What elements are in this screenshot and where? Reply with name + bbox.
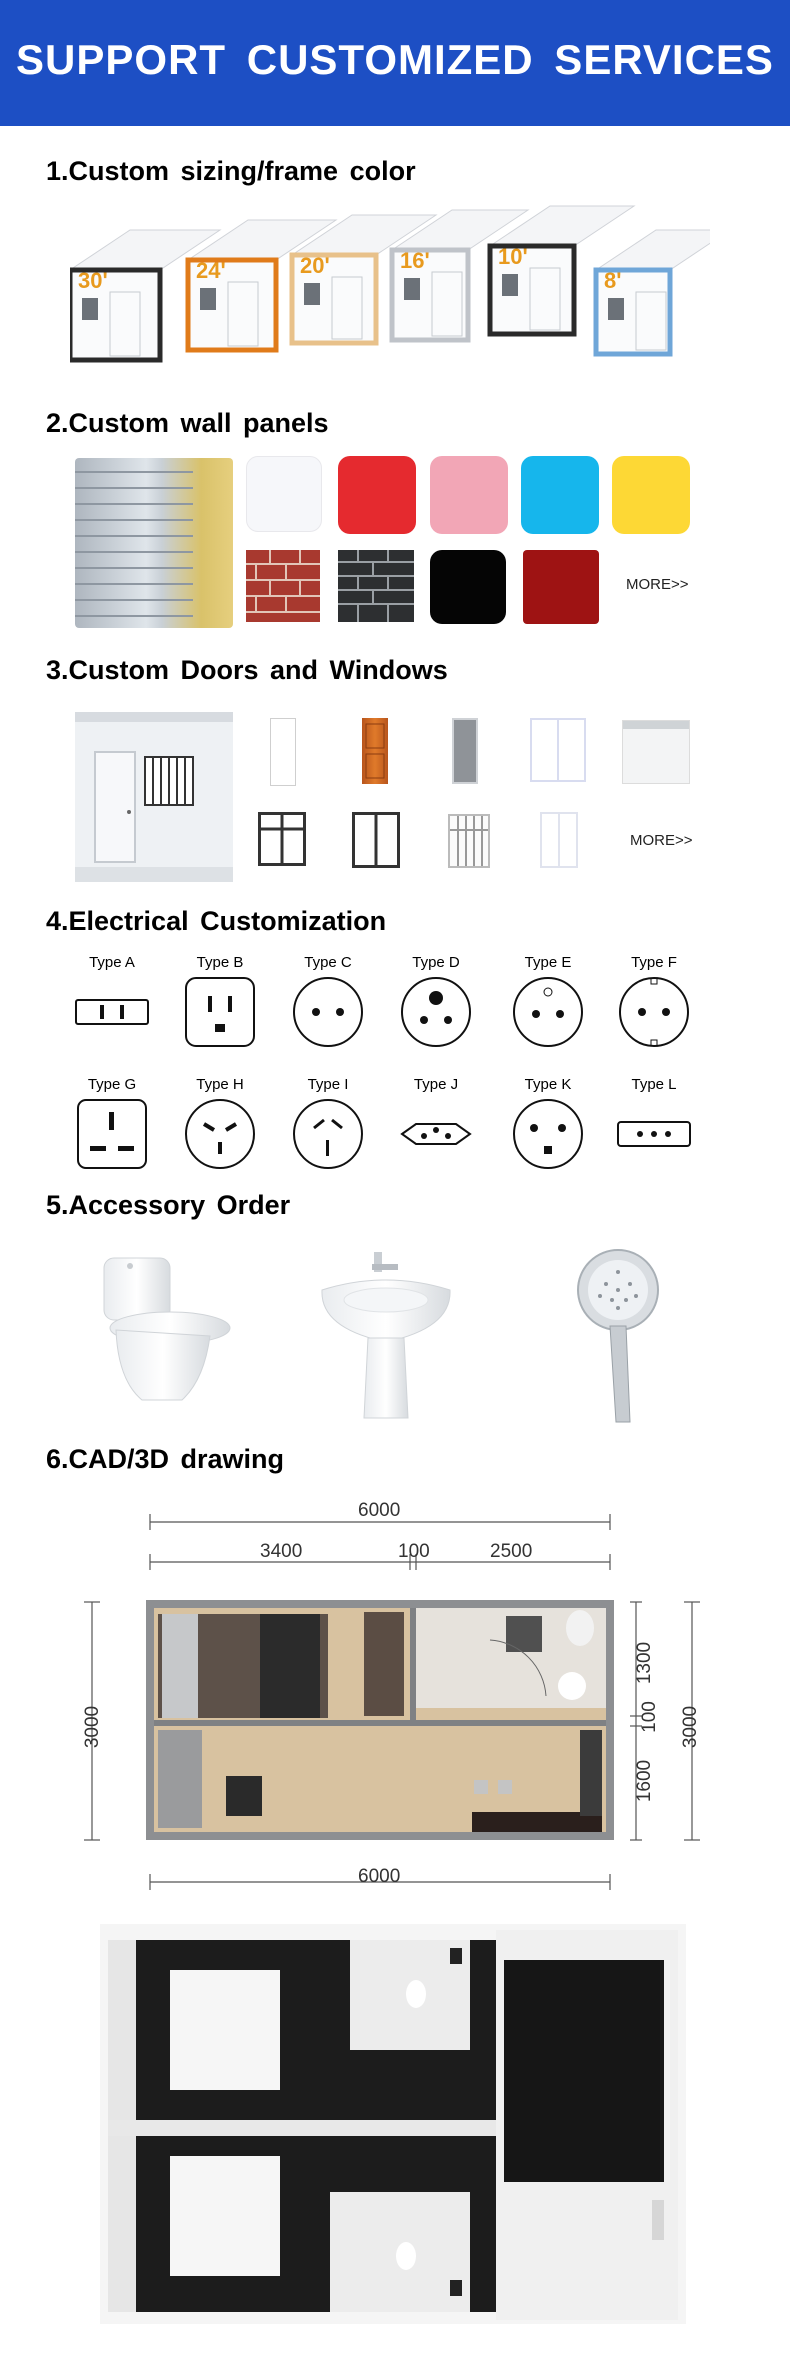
door-wood[interactable]	[362, 718, 388, 784]
sandwich-panel-photo	[75, 458, 233, 628]
window-white-frame[interactable]	[540, 812, 578, 868]
plug-type-label: Type A	[89, 954, 135, 971]
window-black-frame-2[interactable]	[352, 812, 400, 868]
section-title-accessory: 5.Accessory Order	[46, 1190, 291, 1220]
banner-title: SUPPORT CUSTOMIZED SERVICES	[16, 36, 774, 83]
dim-right-top: 1300	[634, 1641, 656, 1685]
section-title-sizing: 1.Custom sizing/frame color	[46, 156, 416, 186]
section-title-doors-windows: 3.Custom Doors and Windows	[46, 655, 448, 685]
container-door-photo	[75, 712, 233, 882]
dim-right-mid: 100	[638, 1701, 660, 1733]
dim-segment-2: 100	[398, 1541, 430, 1562]
dim-left-height: 3000	[82, 1705, 104, 1749]
toilet-image	[92, 1250, 232, 1410]
3d-layout-render	[100, 1924, 686, 2324]
container-size-label: 30'	[78, 268, 108, 293]
window-roller-shutter[interactable]	[622, 720, 690, 784]
plug-socket-icon[interactable]	[182, 1096, 258, 1172]
pedestal-sink-image	[316, 1250, 456, 1422]
doors-more-link[interactable]: MORE>>	[630, 832, 693, 849]
plug-type-label: Type D	[412, 954, 460, 971]
panel-color-red[interactable]	[338, 456, 416, 534]
section-title-wall-panels: 2.Custom wall panels	[46, 408, 329, 438]
container-size-label: 16'	[400, 248, 430, 273]
door-grey[interactable]	[452, 718, 478, 784]
window-black-frame-1[interactable]	[258, 812, 306, 866]
container-size-label: 8'	[604, 268, 622, 293]
container-size-label: 10'	[498, 244, 528, 269]
brick-red-panel[interactable]	[246, 550, 320, 622]
panel-color-white[interactable]	[246, 456, 322, 532]
plug-socket-icon[interactable]	[74, 974, 150, 1050]
plug-type-label: Type F	[631, 954, 677, 971]
shower-head-image	[570, 1246, 670, 1426]
plug-socket-icon[interactable]	[510, 974, 586, 1050]
dim-segment-1: 3400	[260, 1541, 303, 1562]
plug-type-label: Type I	[307, 1076, 349, 1093]
plug-type-label: Type L	[631, 1076, 677, 1093]
plug-socket-icon[interactable]	[510, 1096, 586, 1172]
plug-type-label: Type C	[304, 954, 352, 971]
window-double-white[interactable]	[530, 718, 586, 782]
plug-socket-icon[interactable]	[616, 1096, 692, 1172]
plug-socket-icon[interactable]	[398, 1096, 474, 1172]
door-white[interactable]	[270, 718, 296, 786]
plug-socket-icon[interactable]	[74, 1096, 150, 1172]
plug-socket-icon[interactable]	[182, 974, 258, 1050]
dim-right-total: 3000	[680, 1705, 702, 1749]
plug-type-label: Type B	[196, 954, 244, 971]
panel-color-blue[interactable]	[521, 456, 599, 534]
dim-bottom-total: 6000	[358, 1866, 401, 1887]
header-banner	[0, 0, 790, 126]
container-sizes-image	[70, 200, 710, 400]
plug-socket-icon[interactable]	[616, 974, 692, 1050]
section-title-cad: 6.CAD/3D drawing	[46, 1444, 285, 1474]
panels-more-link[interactable]: MORE>>	[626, 576, 689, 593]
dim-segment-3: 2500	[490, 1541, 533, 1562]
plug-type-label: Type H	[196, 1076, 244, 1093]
plug-type-label: Type J	[413, 1076, 459, 1093]
plug-type-label: Type G	[87, 1076, 137, 1093]
container-size-label: 20'	[300, 253, 330, 278]
plug-socket-icon[interactable]	[290, 1096, 366, 1172]
plug-type-label: Type E	[524, 954, 572, 971]
plug-socket-icon[interactable]	[290, 974, 366, 1050]
plug-socket-icon[interactable]	[398, 974, 474, 1050]
panel-color-pink[interactable]	[430, 456, 508, 534]
panel-color-black[interactable]	[430, 550, 506, 624]
plug-type-label: Type K	[524, 1076, 572, 1093]
panel-color-dark-red[interactable]	[523, 550, 599, 624]
dim-top-total: 6000	[358, 1500, 401, 1521]
section-title-electrical: 4.Electrical Customization	[46, 906, 387, 936]
panel-color-yellow[interactable]	[612, 456, 690, 534]
window-security-bars[interactable]	[448, 814, 490, 868]
brick-black-panel[interactable]	[338, 550, 414, 622]
container-unit-6	[596, 230, 710, 354]
dim-right-bottom: 1600	[634, 1759, 656, 1803]
container-size-label: 24'	[196, 258, 226, 283]
